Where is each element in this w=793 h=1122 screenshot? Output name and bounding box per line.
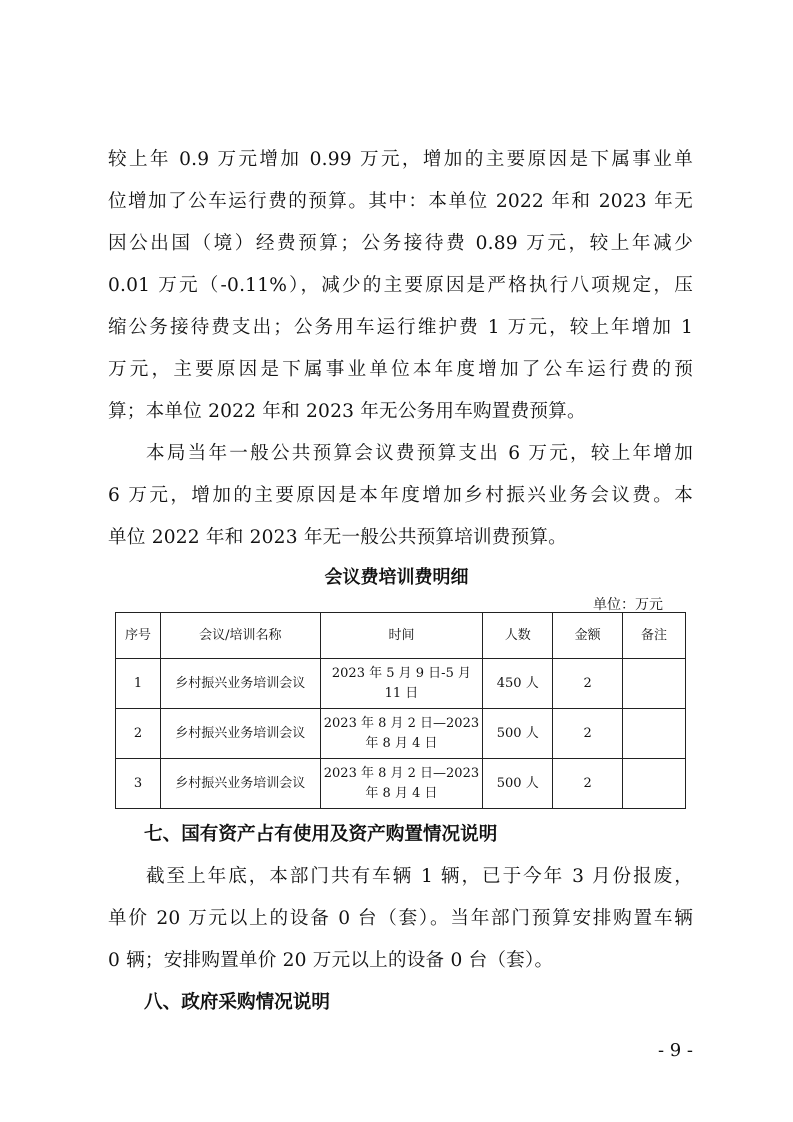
table-row	[116, 709, 686, 759]
cell-time: 2023 年 5 月 9 日-5 月 11 日	[320, 659, 483, 709]
cell-people: 450 人	[483, 659, 553, 709]
table-title: 会议费培训费明细	[324, 567, 469, 588]
section-7-heading: 七、国有资产占有使用及资产购置情况说明	[144, 824, 498, 845]
table-row	[116, 659, 686, 709]
cell-people: 500 人	[483, 759, 553, 809]
cell-name: 乡村振兴业务培训会议	[160, 759, 320, 809]
cell-note	[623, 759, 686, 809]
header-amount: 金额	[553, 613, 623, 659]
para1-line-5: 缩公务接待费支出；公务用车运行维护费 1 万元，较上年增加 1	[108, 317, 693, 338]
cell-name: 乡村振兴业务培训会议	[160, 659, 320, 709]
cell-note	[623, 659, 686, 709]
cell-amount: 2	[553, 659, 623, 709]
section7-line-3: 0 辆；安排购置单价 20 万元以上的设备 0 台（套）。	[108, 950, 554, 971]
para2-line-2: 6 万元，增加的主要原因是本年度增加乡村振兴业务会议费。本	[108, 485, 693, 506]
para1-line-1: 较上年 0.9 万元增加 0.99 万元，增加的主要原因是下属事业单	[108, 149, 693, 170]
cell-name: 乡村振兴业务培训会议	[160, 709, 320, 759]
header-name: 会议/培训名称	[160, 613, 320, 659]
cell-time: 2023 年 8 月 2 日—2023 年 8 月 4 日	[320, 709, 483, 759]
section-8-heading: 八、政府采购情况说明	[144, 992, 330, 1013]
meeting-fee-table	[115, 612, 686, 809]
page-number: - 9 -	[657, 1040, 693, 1061]
cell-people: 500 人	[483, 709, 553, 759]
header-time: 时间	[320, 613, 483, 659]
header-note: 备注	[623, 613, 686, 659]
cell-time: 2023 年 8 月 2 日—2023 年 8 月 4 日	[320, 759, 483, 809]
para1-line-7: 算；本单位 2022 年和 2023 年无公务用车购置费预算。	[108, 401, 586, 422]
section7-line-2: 单价 20 万元以上的设备 0 台（套）。当年部门预算安排购置车辆	[108, 908, 693, 929]
cell-no: 2	[116, 709, 161, 759]
table-unit: 单位：万元	[593, 597, 663, 613]
section7-line-1: 截至上年底，本部门共有车辆 1 辆，已于今年 3 月份报废，	[146, 866, 693, 887]
cell-amount: 2	[553, 709, 623, 759]
para1-line-6: 万元，主要原因是下属事业单位本年度增加了公车运行费的预	[108, 359, 693, 380]
cell-amount: 2	[553, 759, 623, 809]
para1-line-3: 因公出国（境）经费预算；公务接待费 0.89 万元，较上年减少	[108, 233, 693, 254]
para2-line-1: 本局当年一般公共预算会议费预算支出 6 万元，较上年增加	[146, 443, 693, 464]
table-row	[116, 759, 686, 809]
para1-line-2: 位增加了公车运行费的预算。其中：本单位 2022 年和 2023 年无	[108, 191, 693, 212]
table-header-row	[116, 613, 686, 659]
cell-no: 3	[116, 759, 161, 809]
header-people: 人数	[483, 613, 553, 659]
cell-no: 1	[116, 659, 161, 709]
para2-line-3: 单位 2022 年和 2023 年无一般公共预算培训费预算。	[108, 527, 567, 548]
para1-line-4: 0.01 万元（-0.11%），减少的主要原因是严格执行八项规定，压	[108, 275, 693, 296]
header-no: 序号	[116, 613, 161, 659]
cell-note	[623, 709, 686, 759]
